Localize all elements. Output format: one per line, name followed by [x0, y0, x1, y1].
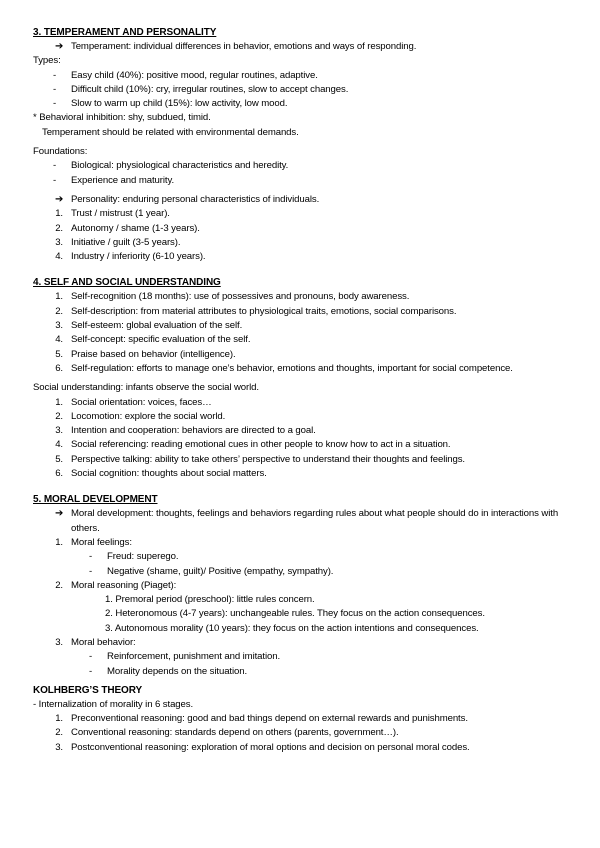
document-page [33, 26, 578, 755]
list-item: 6. Social cognition: thoughts about social matters. [55, 468, 267, 480]
list-item: 1. Self-recognition (18 months): use of possessives and pronouns, body awareness. [55, 291, 410, 303]
arrow-icon: ➔ [55, 41, 64, 52]
list-item: 5. Praise based on behavior (intelligence). [55, 348, 236, 360]
list-item: 1. Trust / mistrust (1 year). [55, 208, 170, 220]
behavioral-inhibition-note: * Behavioral inhibition: shy, subdued, timid. [33, 112, 211, 124]
kohlberg-heading: KOLHBERG’S THEORY [33, 684, 143, 696]
list-item: 2. Locomotion: explore the social world. [55, 410, 226, 422]
list-item: - Morality depends on the situation. [33, 665, 578, 679]
kohlberg-intro: - Internalization of morality in 6 stages. [33, 698, 194, 710]
social-understanding-label: Social understanding: infants observe the social world. [33, 382, 259, 394]
list-item: 1. Premoral period (preschool): little rules concern. [105, 594, 315, 606]
list-item: 2. Heteronomous (4-7 years): unchangeable rules. They focus on the action consequences. [105, 608, 485, 620]
environment-note: Temperament should be related with environmental demands. [42, 126, 299, 138]
personality-definition: ➔ Personality: enduring personal characteristics of individuals. [33, 193, 578, 207]
section-4-heading: 4. SELF AND SOCIAL UNDERSTANDING [33, 277, 221, 289]
list-item: - Negative (shame, guilt)/ Positive (empathy, sympathy). [33, 565, 578, 579]
list-item: 3. Moral behavior: [55, 636, 136, 648]
temperament-definition: ➔ Temperament: individual differences in behavior, emotions and ways of responding. [33, 40, 578, 54]
list-item: 6. Self-regulation: efforts to manage one’s behavior, emotions and thoughts, important for social competence. [55, 362, 513, 374]
list-item: - Easy child (40%): positive mood, regular routines, adaptive. [33, 69, 578, 83]
foundations-label: Foundations: [33, 146, 88, 158]
list-item: 4. Industry / inferiority (6-10 years). [55, 251, 206, 263]
list-item: 3. Postconventional reasoning: exploration of moral options and decision on personal moral codes. [55, 741, 470, 753]
list-item: 1. Moral feelings: [55, 536, 132, 548]
arrow-icon: ➔ [55, 193, 64, 205]
list-item: 2. Conventional reasoning: standards depend on others (parents, government…). [55, 727, 399, 739]
list-item: 5. Perspective talking: ability to take others’ perspective to understand their thoughts and feelings. [55, 453, 465, 465]
dash-bullet: - [53, 160, 57, 172]
list-item: 1. Preconventional reasoning: good and bad things depend on external rewards and punishments. [55, 713, 468, 725]
list-item: 3. Autonomous morality (10 years): they focus on the action intentions and consequences. [105, 622, 479, 634]
list-item: 3. Initiative / guilt (3-5 years). [55, 236, 181, 248]
list-item: - Biological: physiological characteristics and heredity. [33, 159, 578, 173]
dash-bullet: - [89, 651, 93, 663]
dash-bullet: - [53, 98, 57, 110]
section-5-heading: 5. MORAL DEVELOPMENT [33, 494, 158, 506]
list-item: 2. Moral reasoning (Piaget): [55, 579, 177, 591]
list-item: 2. Autonomy / shame (1-3 years). [55, 222, 200, 234]
list-item: 3. Self-esteem: global evaluation of the self. [55, 320, 243, 332]
arrow-icon: ➔ [55, 508, 64, 520]
dash-bullet: - [89, 551, 93, 563]
moral-development-definition: ➔ Moral development: thoughts, feelings and behaviors regarding rules about what people should do in interactions with others. [55, 508, 559, 534]
list-item: 4. Self-concept: specific evaluation of the self. [55, 334, 251, 346]
list-item: 1. Social orientation: voices, faces… [55, 396, 212, 408]
dash-bullet: - [53, 174, 57, 186]
list-item: - Experience and maturity. [33, 174, 578, 188]
list-item: 3. Intention and cooperation: behaviors are directed to a goal. [55, 425, 316, 437]
dash-bullet: - [53, 69, 57, 81]
list-item: - Slow to warm up child (15%): low activity, low mood. [33, 97, 578, 111]
dash-bullet: - [89, 565, 93, 577]
types-label: Types: [33, 55, 61, 67]
list-item: - Difficult child (10%): cry, irregular routines, slow to accept changes. [33, 83, 578, 97]
list-item: - Freud: superego. [33, 550, 578, 564]
list-item: 2. Self-description: from material attributes to physiological traits, emotions, social comparisons. [55, 305, 457, 317]
dash-bullet: - [89, 665, 93, 677]
list-item: 4. Social referencing: reading emotional cues in other people to know how to act in a situation. [55, 439, 451, 451]
list-item: - Reinforcement, punishment and imitation. [33, 650, 578, 664]
dash-bullet: - [53, 83, 57, 95]
section-3-heading: 3. TEMPERAMENT AND PERSONALITY [33, 27, 217, 38]
